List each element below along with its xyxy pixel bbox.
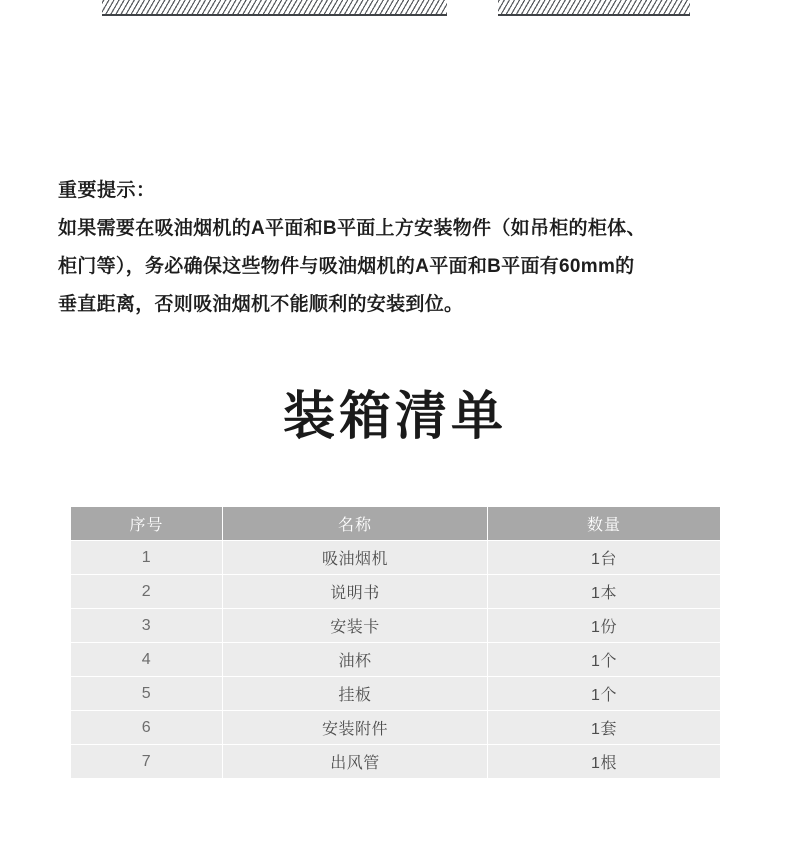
cell-qty: 1台 bbox=[488, 541, 721, 575]
cell-name: 说明书 bbox=[223, 575, 488, 609]
cell-name: 挂板 bbox=[223, 677, 488, 711]
table-row bbox=[71, 711, 721, 745]
cell-no: 5 bbox=[71, 677, 223, 711]
important-notice bbox=[58, 172, 734, 324]
notice-title: 重要提示： bbox=[58, 180, 156, 201]
cell-no: 3 bbox=[71, 609, 223, 643]
cell-qty: 1套 bbox=[488, 711, 721, 745]
cell-qty: 1根 bbox=[488, 745, 721, 779]
cell-qty: 1份 bbox=[488, 609, 721, 643]
cell-name: 出风管 bbox=[223, 745, 488, 779]
table-row bbox=[71, 745, 721, 779]
hatched-panel-left bbox=[102, 0, 447, 16]
cell-qty: 1本 bbox=[488, 575, 721, 609]
cell-no: 4 bbox=[71, 643, 223, 677]
column-header-qty: 数量 bbox=[488, 507, 721, 541]
cell-name: 安装附件 bbox=[223, 711, 488, 745]
column-header-no: 序号 bbox=[71, 507, 223, 541]
table-row bbox=[71, 643, 721, 677]
notice-line-2: 柜门等），务必确保这些物件与吸油烟机的A平面和B平面有60mm的 bbox=[58, 256, 635, 277]
cell-no: 7 bbox=[71, 745, 223, 779]
table-row bbox=[71, 677, 721, 711]
table-row bbox=[71, 575, 721, 609]
cell-name: 吸油烟机 bbox=[223, 541, 488, 575]
column-header-name: 名称 bbox=[223, 507, 488, 541]
table-row bbox=[71, 541, 721, 575]
cell-no: 1 bbox=[71, 541, 223, 575]
notice-line-3: 垂直距离，否则吸油烟机不能顺利的安装到位。 bbox=[58, 294, 464, 315]
cell-name: 油杯 bbox=[223, 643, 488, 677]
page-title: 装箱清单 bbox=[282, 388, 507, 446]
cell-qty: 1个 bbox=[488, 677, 721, 711]
cell-no: 2 bbox=[71, 575, 223, 609]
notice-line-1: 如果需要在吸油烟机的A平面和B平面上方安装物件（如吊柜的柜体、 bbox=[58, 218, 646, 239]
cell-no: 6 bbox=[71, 711, 223, 745]
cell-qty: 1个 bbox=[488, 643, 721, 677]
cell-name: 安装卡 bbox=[223, 609, 488, 643]
table-header-row bbox=[71, 507, 721, 541]
table-row bbox=[71, 609, 721, 643]
packing-list-table bbox=[70, 506, 720, 779]
hatched-panel-right bbox=[498, 0, 690, 16]
